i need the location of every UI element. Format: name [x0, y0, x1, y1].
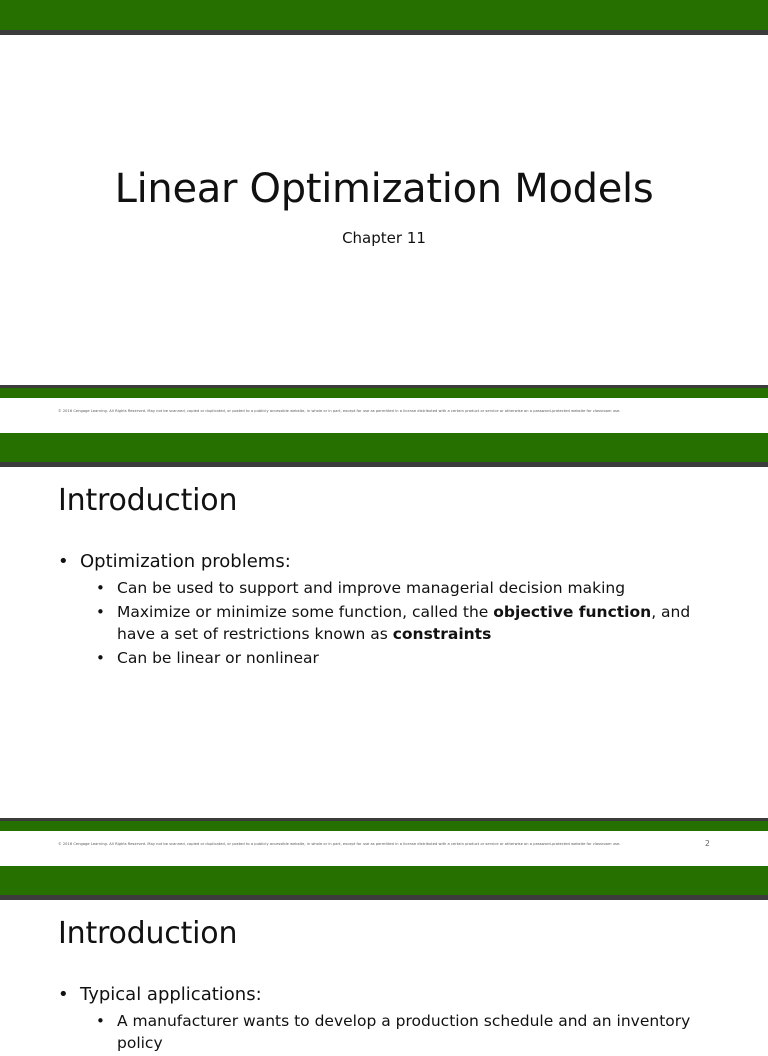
footer-green-bar — [0, 388, 768, 398]
list-item — [58, 577, 708, 599]
footer-green-bar — [0, 821, 768, 831]
header-green-bar — [0, 0, 768, 30]
header-green-bar — [0, 866, 768, 895]
list-item — [58, 647, 708, 669]
sub-bullet-text: Can be linear or nonlinear — [117, 649, 319, 667]
list-item — [58, 601, 708, 645]
sub-bullet-text: Can be used to support and improve managerial decision making — [117, 579, 626, 597]
bullet-icon: • — [58, 551, 69, 572]
constraints-term: constraints — [392, 625, 492, 643]
sub-bullet-list — [58, 577, 708, 669]
slide-3 — [0, 866, 768, 1052]
bullet-icon: • — [96, 1012, 105, 1030]
list-item — [58, 549, 708, 575]
copyright-notice: © 2016 Cengage Learning. All Rights Reserved. May not be scanned, copied or duplicated, or posted to a publicly accessible website, in whole or in part, except for use as permitted in a license distributed with a certain product or service or otherwise on a password-protected website for classroom use. — [58, 842, 621, 846]
copyright-notice: © 2016 Cengage Learning. All Rights Reserved. May not be scanned, copied or duplicated, or posted to a publicly accessible website, in whole or in part, except for use as permitted in a license distributed with a certain product or service or otherwise on a password-protected website for classroom use. — [58, 409, 621, 413]
sub-bullet-text: A manufacturer wants to develop a production schedule and an inventory policy — [117, 1012, 691, 1052]
bullet-list — [58, 982, 708, 1056]
sub-bullet-text: , and have a set of restrictions known as — [117, 603, 691, 643]
slide-heading: Introduction — [58, 916, 238, 951]
list-item — [58, 1010, 708, 1054]
bullet-icon: • — [96, 603, 105, 621]
sub-bullet-text: Maximize or minimize some function, called the — [117, 603, 494, 621]
slide-title: Linear Optimization Models — [114, 166, 654, 212]
bullet-text: Typical applications: — [80, 984, 262, 1005]
slide-2 — [0, 433, 768, 866]
sub-bullet-list — [58, 1010, 708, 1054]
slide-1 — [0, 0, 768, 433]
sub-list-container — [58, 577, 708, 669]
list-item — [58, 982, 708, 1008]
objective-function-term: objective function — [493, 603, 652, 621]
sub-list-container — [58, 1010, 708, 1054]
bullet-list — [58, 549, 708, 671]
header-gray-bar — [0, 462, 768, 467]
slide-subtitle: Chapter 11 — [342, 229, 426, 247]
page-number: 2 — [704, 839, 710, 848]
bullet-icon: • — [58, 984, 69, 1005]
header-green-bar — [0, 433, 768, 462]
header-gray-bar — [0, 30, 768, 35]
slide-heading: Introduction — [58, 483, 238, 518]
bullet-icon: • — [96, 649, 105, 667]
bullet-text: Optimization problems: — [80, 551, 291, 572]
header-gray-bar — [0, 895, 768, 900]
bullet-icon: • — [96, 579, 105, 597]
